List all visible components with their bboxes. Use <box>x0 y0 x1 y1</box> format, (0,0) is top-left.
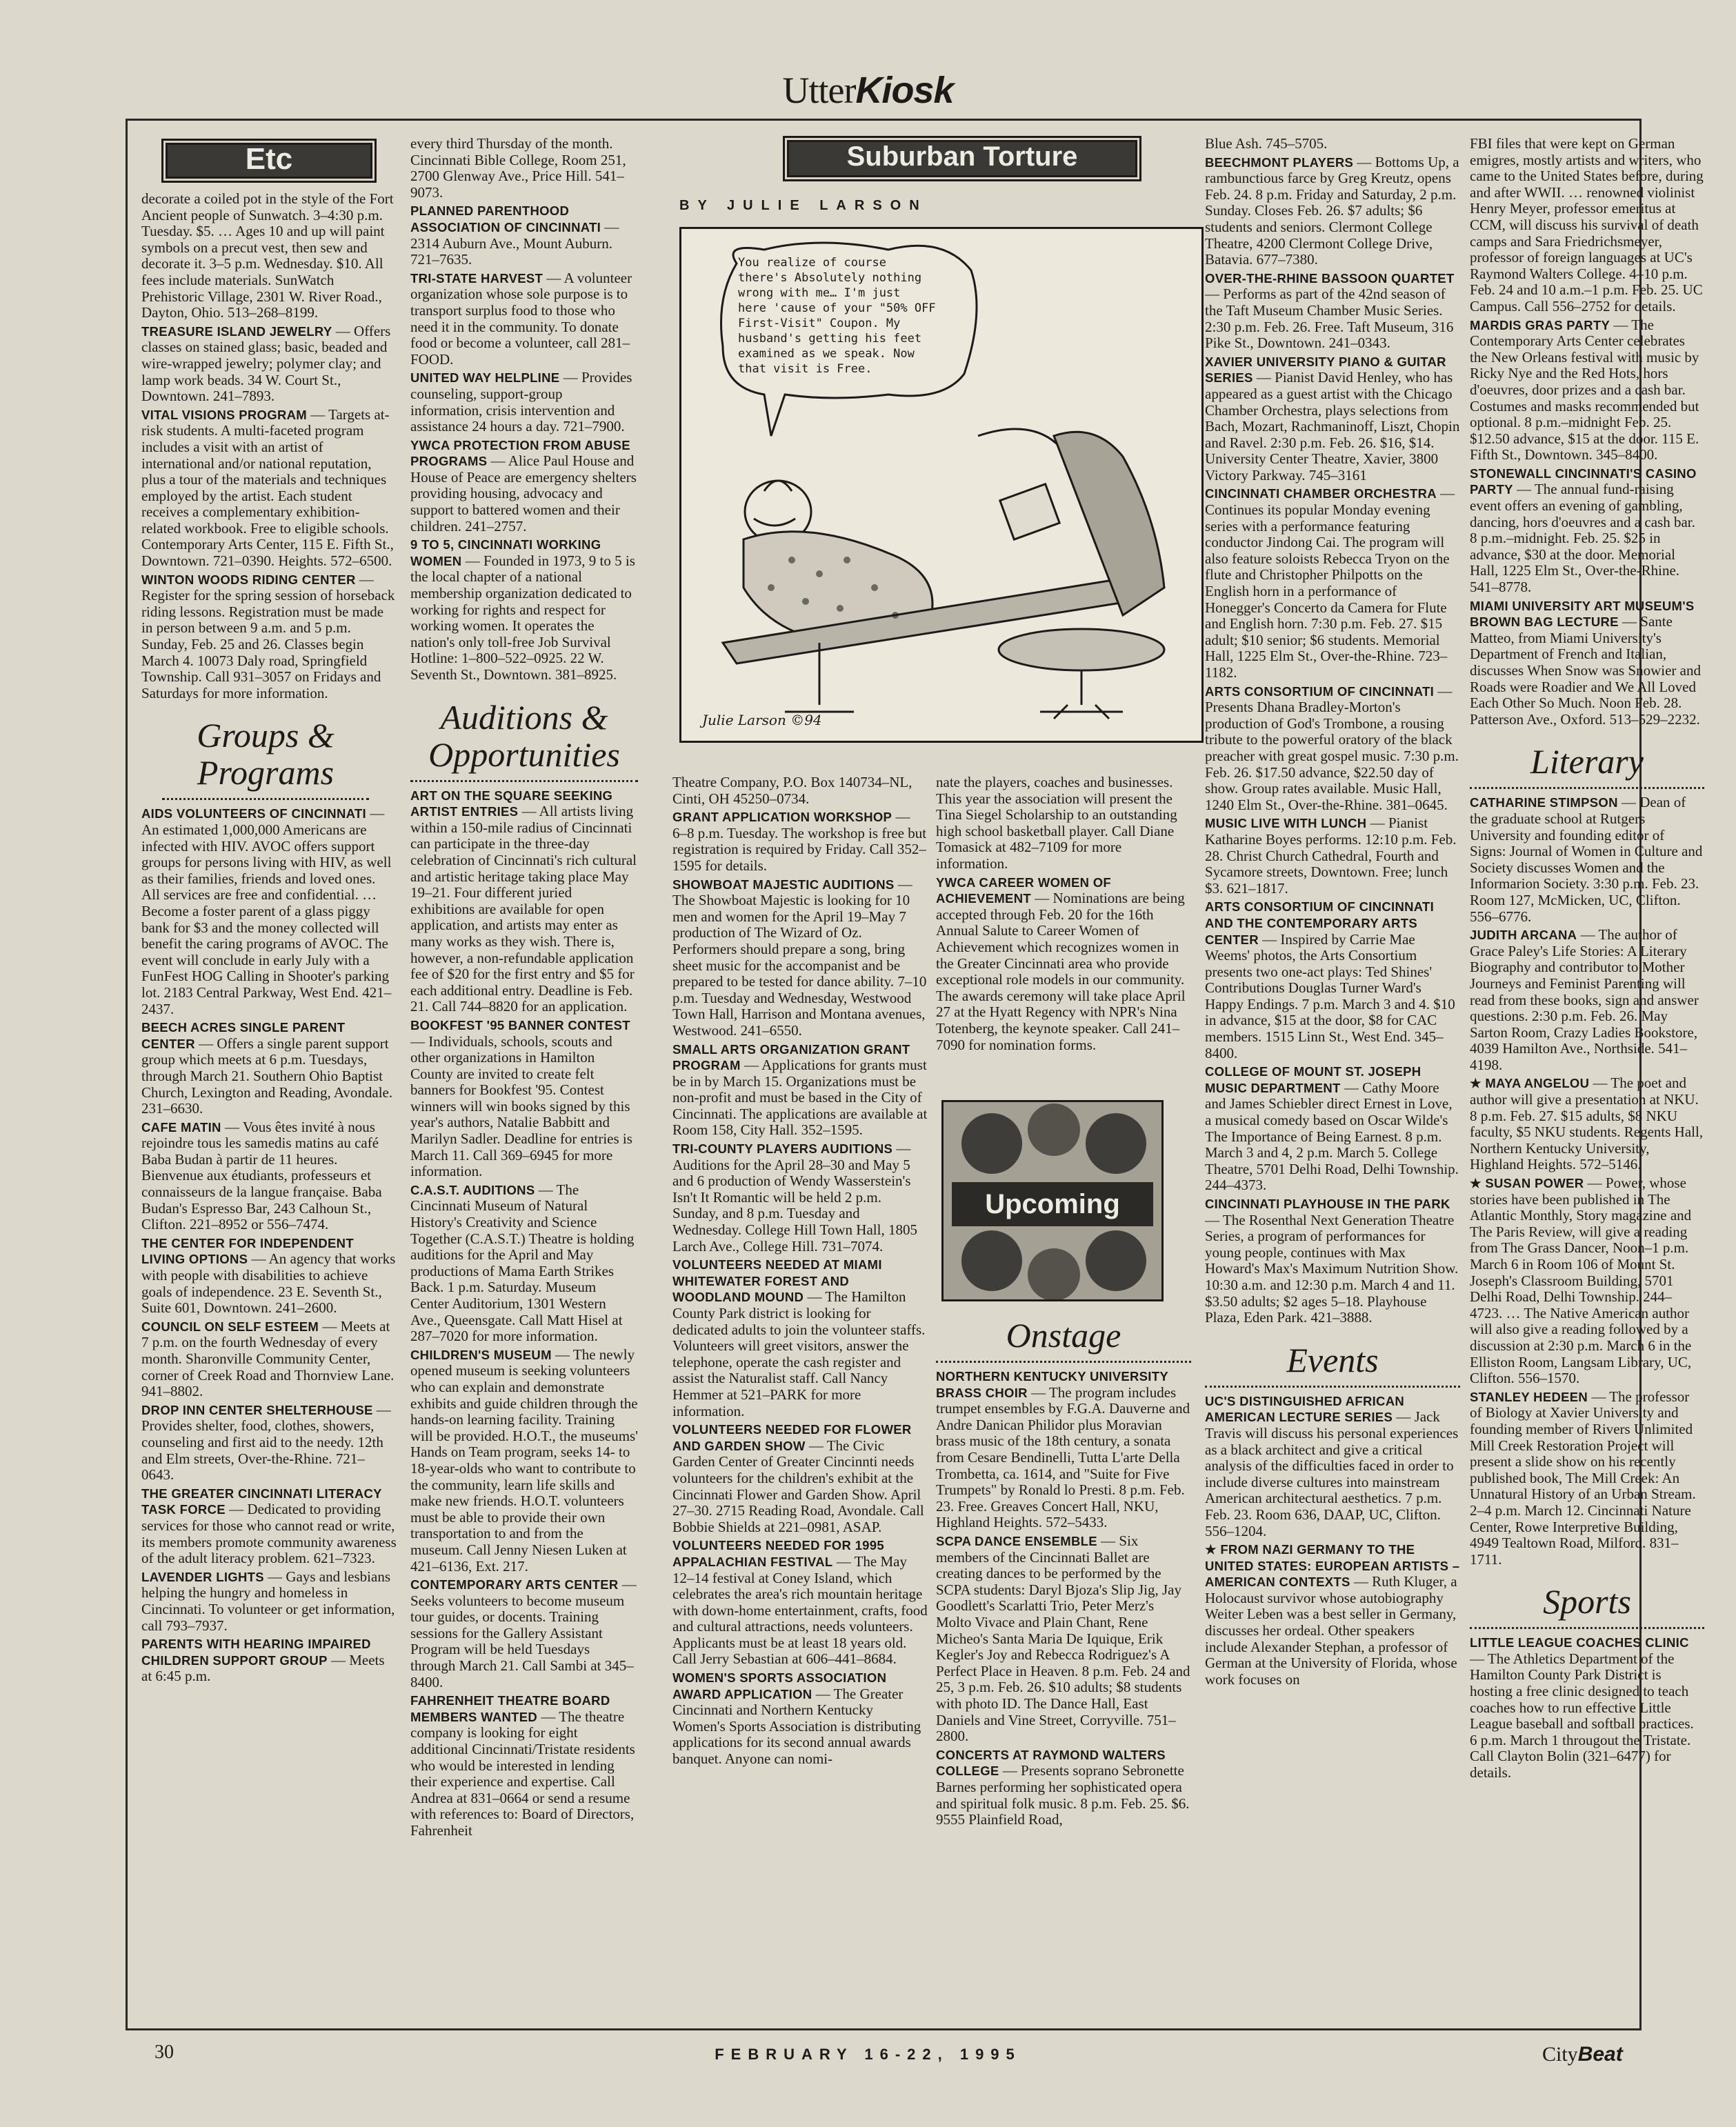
listing-head: SCPA DANCE ENSEMBLE <box>936 1534 1097 1549</box>
listing-body: A volunteer organization whose sole purpose is to transport surplus food to those who need it in the community. To donate food or become a volunteer, call 281–FOOD. <box>410 269 632 368</box>
listing-body: Theatre Company, P.O. Box 140734–NL, Cinti, OH 45250–0734. <box>672 775 912 807</box>
sports-listings <box>1470 1635 1704 1781</box>
listing-dash: — <box>194 1035 217 1052</box>
listing-item <box>141 407 397 570</box>
listing-dash: — <box>221 1118 243 1135</box>
listing-dash: — <box>1584 1175 1606 1192</box>
listing-body: every third Thursday of the month. Cincinnati Bible College, Room 251, 2700 Glenway Ave., Price Hill. 541–9073. <box>410 136 626 201</box>
listing-head: COLLEGE OF MOUNT ST. JOSEPH MUSIC DEPARTMENT <box>1205 1064 1421 1095</box>
listing-head: THE GREATER CINCINNATI LITERACY TASK FORCE <box>141 1486 382 1517</box>
listing-item <box>672 1421 928 1535</box>
listing-head: AIDS VOLUNTEERS OF CINCINNATI <box>141 806 366 821</box>
listing-item <box>936 1747 1191 1828</box>
listing-body: Nominations are being accepted through Feb. 20 for the 16th Annual Salute to Career Women of Achievement which recognizes women in the Greater Cincinnati area who provide exceptional role models in our community. The awards ceremony will take place April 27 at the Hyatt Regency with NPR's Nina Totenberg, the keynote speaker. Call 241–7090 for nomination forms. <box>936 890 1186 1053</box>
listing-head: CONCERTS AT RAYMOND WALTERS COLLEGE <box>936 1747 1166 1779</box>
listing-head: PLANNED PARENTHOOD ASSOCIATION OF CINCINNATI <box>410 203 601 234</box>
listing-body: Gays and lesbians helping the hungry and homeless in Cincinnati. To volunteer or get information, call 793–7937. <box>141 1568 395 1634</box>
listings-frame <box>126 119 1704 2030</box>
listing-item <box>672 1537 928 1668</box>
listing-item <box>1205 815 1460 897</box>
listing-head: XAVIER UNIVERSITY PIANO & GUITAR SERIES <box>1205 354 1446 386</box>
listing-body: Pianist Katharine Boyes performs. 12:10 p.m. Feb. 28. Christ Church Cathedral, Fourth and Sycamore streets, Downtown. Free; lunch $3. 621–1817. <box>1205 815 1457 897</box>
listing-body: Pianist David Henley, who has appeared as a guest artist with the Chicago Chamber Orchestra, plays selections from Bach, Mozart, Rachmaninoff, Liszt, Chopin and Ravel. 2:30 p.m. Feb. 26. $16, $14. University Center Theatre, Xavier, 3800 Victory Parkway. 745–3161 <box>1205 369 1460 483</box>
listing-item <box>141 1636 397 1685</box>
listing-body: Register for the spring session of horseback riding lessons. Registration must be made in person between 9 a.m. and 5 p.m. Sunday, Feb. 25 and 26. Classes begin March 4. 10073 Daly road, Springfield Township. Call 931–3057 on Fridays and Saturdays for more information. <box>141 587 395 701</box>
column-2 <box>410 136 638 2012</box>
listing-body: Jack Travis will discuss his personal experiences as a black architect and give a critical analysis of the difficulties faced in order to include diverse cultures into mainstream American architectural aesthetics. 7 p.m. Feb. 23. Room 636, DAAP, UC, Clifton. 556–1204. <box>1205 1408 1459 1539</box>
listing-body: Bottoms Up, a rambunctious farce by Greg Kreutz, opens Feb. 24. 8 p.m. Friday and Saturday, 2 p.m. Sunday. Closes Feb. 26. $7 adults; $6 students and seniors. Clermont College Theatre, 4200 Clermont College Drive, Batavia. 677–7380. <box>1205 153 1459 268</box>
listing-item <box>672 1041 928 1139</box>
listing-item <box>672 1670 928 1768</box>
listing-dash: — <box>1577 926 1599 943</box>
listing-head: SHOWBOAT MAJESTIC AUDITIONS <box>672 877 895 892</box>
listing-body: The Civic Garden Center of Greater Cincinnti needs volunteers for the children's exhibit at the Cincinnati Flower and Garden Show. April 27–30. 2715 Reading Road, Avondale. Call Bobbie Shields at 221–0981, ASAP. <box>672 1437 924 1535</box>
listing-dash: — <box>327 1651 350 1668</box>
listing-item <box>1205 1196 1460 1326</box>
listing-head: PARENTS WITH HEARING IMPAIRED CHILDREN SUPPORT GROUP <box>141 1637 371 1668</box>
listing-dash: — <box>306 406 329 423</box>
events-listings <box>1205 1393 1460 1688</box>
listing-body: The professor of Biology at Xavier University and founding member of Rivers Unlimited Mill Creek Restoration Project will present a slide show on his recently published book, The Mill Creek: An Unnatural History of an Urban Stream. 2–4 p.m. March 12. Cincinnati Nature Center, Rowe Interpretive Building, 4949 Tealtown Road, Milford. 831–1711. <box>1470 1388 1696 1568</box>
listing-dash: — <box>487 452 508 470</box>
listing-item <box>1470 1075 1704 1173</box>
listing-body: Meets at 7 p.m. on the fourth Wednesday of every month. Sharonville Community Center, corner of Creek Road and Thornview Lane. 941–8802. <box>141 1317 395 1400</box>
listing-item <box>141 1319 397 1400</box>
listing-dash: — <box>461 552 483 569</box>
listing-head: CHILDREN'S MUSEUM <box>410 1347 552 1362</box>
listing-head: MIAMI UNIVERSITY ART MUSEUM'S BROWN BAG LECTURE <box>1470 598 1695 630</box>
listing-item <box>410 1692 638 1839</box>
col2-listings <box>410 136 638 683</box>
listing-dash: — <box>559 369 581 386</box>
listing-body: nate the players, coaches and businesses. This year the association will present the Tina Siegel Scholarship to an outstanding high school basketball player. Call Diane Tomasick at 482–7109 for more information. <box>936 775 1177 872</box>
listing-head: MUSIC LIVE WITH LUNCH <box>1205 816 1367 831</box>
upcoming-label: Upcoming <box>952 1182 1153 1226</box>
listing-item <box>410 136 638 201</box>
listing-body: The annual fund-raising event offers an evening of gambling, dancing, hors d'oeuvres and a cash bar. 8 p.m.–midnight. Feb. 25. $25 in advance, $30 at the door. Memorial Hall, 1225 Elm St., Over-the-Rhine. 541–8778. <box>1470 481 1695 596</box>
listing-head: OVER-THE-RHINE BASSOON QUARTET <box>1205 270 1455 286</box>
listing-head: LAVENDER LIGHTS <box>141 1569 264 1584</box>
listing-head: UC'S DISTINGUISHED AFRICAN AMERICAN LECTURE SERIES <box>1205 1393 1405 1425</box>
listing-dash: — <box>601 218 619 235</box>
listing-dash: — <box>543 269 564 286</box>
listing-head: VOLUNTEERS NEEDED AT MIAMI WHITEWATER FOREST AND WOODLAND MOUND <box>672 1257 882 1305</box>
listing-head: WINTON WOODS RIDING CENTER <box>141 572 356 587</box>
listing-item <box>410 1577 638 1690</box>
listing-item <box>1205 1393 1460 1539</box>
listing-item <box>1205 154 1460 268</box>
listing-dash: — <box>812 1685 834 1702</box>
listing-item <box>141 1569 397 1634</box>
listing-item <box>1205 270 1460 352</box>
listing-item <box>672 1141 928 1255</box>
listing-body: Dean of the graduate school at Rutgers University and founding editor of Signs: Journal of Women in Culture and Society discusses Women and the Informarion Society. 3:30 p.m. Feb. 23. Room 127, McMicken, UC, Clifton. 556–6776. <box>1470 794 1703 925</box>
listing-item <box>1470 317 1704 463</box>
page-number: 30 <box>154 2041 174 2063</box>
column-5 <box>1205 136 1460 2012</box>
listing-body: The Hamilton County Park district is looking for dedicated adults to join the volunteer staffs. Volunteers will greet visitors, answer the telephone, operate the cash register and assist the Naturalist staff. Call Nancy Hemmer at 521–PARK for more information. <box>672 1288 926 1419</box>
column-4 <box>936 775 1191 2009</box>
col4-listings <box>936 775 1191 1053</box>
listing-head: BEECHMONT PLAYERS <box>1205 154 1354 170</box>
listing-item <box>1470 466 1704 596</box>
listing-item <box>1205 136 1460 152</box>
listing-dash: — <box>999 1762 1021 1779</box>
listing-head: NORTHERN KENTUCKY UNIVERSITY BRASS CHOIR <box>936 1369 1168 1400</box>
feature-banner: Suburban Torture <box>783 136 1141 181</box>
groups-listings <box>141 806 397 1684</box>
listing-body: The Athletics Department of the Hamilton County Park District is hosting a free clinic designed to teach coaches how to run effective Little League baseball and softball practices. 6 p.m. March 1 througout the Tristate. Call Clayton Bolin (321–6477) for details. <box>1470 1650 1694 1781</box>
listing-dash: — <box>1393 1408 1415 1426</box>
listing-dash: — <box>535 1181 557 1198</box>
col6-listings <box>1470 136 1704 728</box>
listing-head: GRANT APPLICATION WORKSHOP <box>672 810 892 825</box>
listing-item <box>410 270 638 368</box>
listing-body: 2314 Auburn Ave., Mount Auburn. 721–7635. <box>410 234 613 268</box>
listing-head: ★ MAYA ANGELOU <box>1470 1076 1590 1091</box>
listing-dash: — <box>1436 485 1455 502</box>
listing-item <box>410 370 638 435</box>
listing-item <box>1205 486 1460 681</box>
listing-body: Seeks volunteers to become museum tour guides, or docents. Training sessions for the Gallery Assistant Program will be held Tuesdays through March 21. Call Sambi at 345–8400. <box>410 1592 634 1690</box>
listing-body: Performs as part of the 42nd season of the Taft Museum Chamber Music Series. 2:30 p.m. Feb. 26. Free. Taft Museum, 316 Pike St., Downtown. 241–0343. <box>1205 286 1454 352</box>
listing-head: C.A.S.T. AUDITIONS <box>410 1182 535 1197</box>
listing-head: CAFE MATIN <box>141 1119 221 1135</box>
column-3 <box>672 775 928 2009</box>
listing-dash: — <box>518 803 539 820</box>
listing-head: ARTS CONSORTIUM OF CINCINNATI <box>1205 683 1435 699</box>
listing-body: An agency that works with people with disabilities to achieve goals of independence. 23 E. Seventh St., Suite 601, Downtown. 241–2600. <box>141 1250 396 1317</box>
sports-heading: Sports <box>1470 1583 1704 1629</box>
listing-dash: — <box>551 1346 573 1363</box>
listing-body: The newly opened museum is seeking volunteers who can explain and demonstrate exhibits and guide children through the hands-on learning facility. Training will be provided. H.O.T., the museums' Hands on Team program, seeks 14- to 18-year-olds who want to contribute to the community, learn life skills and make new friends. H.O.T. volunteers must be able to provide their own transportation to and from the museum. Call Jenny Niesen Luken at 421–6136, Ext. 217. <box>410 1346 638 1575</box>
listing-dash: — <box>248 1250 269 1268</box>
listing-body: The Greater Cincinnati and Northern Kentucky Women's Sports Association is distributing applications for its second annual awards banquet. Anyone can nomi- <box>672 1685 921 1768</box>
literary-heading: Literary <box>1470 743 1704 789</box>
listing-body: FBI files that were kept on German emigres, mostly artists and writers, who came to the United States before, during and after WWII. … renowned violinist Henry Meyer, professor emeritus at CCM, will discuss his survival of death camps and Sara Friedrichsmeyer, professor of foreign languages at UC's Raymond Walters College. 4–10 p.m. Feb. 24 and 10 a.m.–1 p.m. Feb. 25. UC Campus. Call 556–2752 for details. <box>1470 136 1704 314</box>
listing-head: TRI-STATE HARVEST <box>410 270 543 286</box>
listing-dash: — <box>805 1437 827 1454</box>
listing-dash: — <box>372 1401 391 1418</box>
listing-body: The program includes trumpet ensembles by F.G.A. Dauverne and Andre Danican Philidor plus Moravian brass music of the 18th century, a sonata from Cesare Bendinelli, Tutta L'arte Della Trombetta, ca. 1614, and "Suite for Five Trumpets" by Ronald lo Presti. 8 p.m. Feb. 23. Free. Greaves Concert Hall, NKU, Highland Heights. 572–5433. <box>936 1384 1190 1531</box>
listing-dash: — <box>319 1317 341 1335</box>
listing-item <box>141 1402 397 1484</box>
listing-head: CATHARINE STIMPSON <box>1470 795 1618 810</box>
listing-body: Six members of the Cincinnati Ballet are creating dances to be performed by the SCPA students: Daryl Bjoza's Slip Jig, Jay Goodlett's Scarlatti Trio, Peter Merz's Molto Vivace and Plain Chant, Rene Micheo's Santa Maria De Iquique, Erik Kegler's Joy and Rebecca Rodriguez's A Perfect Place in Heaven. 8 p.m. Feb. 24 and 25, 3 p.m. Feb. 26. $10 adults; $8 students with photo ID. The Dance Hall, East Daniels and Vine Street, Corryville. 751–2800. <box>936 1532 1190 1745</box>
listing-dash: — <box>1205 1211 1223 1228</box>
listing-dash: — <box>1253 369 1275 386</box>
listing-body: Ruth Kluger, a Holocaust survivor whose autobiography Weiter Leben was a best seller in Germany, discusses her ordeal. Other speakers include Alexander Stephan, a professor of German at the University of Florida, whose work focuses on <box>1205 1573 1457 1688</box>
listing-body: Blue Ash. 745–5705. <box>1205 136 1328 152</box>
auditions-listings <box>410 788 638 1839</box>
listing-dash: — <box>1589 1075 1611 1092</box>
listing-head: ★ FROM NAZI GERMANY TO THE UNITED STATES: EUROPEAN ARTISTS – AMERICAN CONTEXTS <box>1205 1542 1460 1590</box>
listing-body: Sante Matteo, from Miami University's Department of French and Italian, discusses When Snow was Snowier and Roads were Roadier and We All Loved Each Other So Much. Noon Feb. 28. Patterson Ave., Oxford. 513–529–2232. <box>1470 613 1701 728</box>
listing-body: The Cincinnati Museum of Natural History's Creativity and Science Together (C.A.S.T.) Theatre is holding auditions for the April and May productions of Mama Earth Strikes Back. 1 p.m. Saturday. Museum Center Auditorium, 1301 Western Ave., Queensgate. Call Matt Hisel at 287–7020 for more information. <box>410 1181 635 1345</box>
listing-body: The Rosenthal Next Generation Theatre Series, a program of performances for young people, continues with Max Howard's Max's Maximum Nutrition Show. 10:30 a.m. and 12:30 p.m. March 4 and 11. $3.50 adults; $2 ages 5–18. Playhouse Plaza, Eden Park. 421–3888. <box>1205 1211 1459 1326</box>
listing-head: WOMEN'S SPORTS ASSOCIATION AWARD APPLICATION <box>672 1670 887 1701</box>
listing-dash: — <box>740 1057 762 1074</box>
listing-dash: — <box>1350 1573 1373 1590</box>
listing-item <box>1205 1064 1460 1194</box>
listing-head: CONTEMPORARY ARTS CENTER <box>410 1577 619 1592</box>
listing-dash: — <box>1610 316 1632 333</box>
listing-head: CINCINNATI PLAYHOUSE IN THE PARK <box>1205 1197 1450 1211</box>
listing-body: Meets at 6:45 p.m. <box>141 1651 385 1685</box>
listing-item <box>672 775 928 807</box>
listing-item <box>141 1486 397 1567</box>
listing-dash: — <box>1027 1384 1049 1401</box>
listing-body: Offers classes on stained glass; basic, beaded and wire-wrapped jewelry; polymer clay; and lamp work beads. 34 W. Court St., Downtown. 241–7893. <box>141 322 391 405</box>
listing-body: Alice Paul House and House of Peace are emergency shelters providing housing, advocacy and support to battered women and their children. 241–2757. <box>410 452 637 535</box>
listing-head: VITAL VISIONS PROGRAM <box>141 407 307 422</box>
speech-balloon-text: You realize of course there's Absolutely nothing wrong with me… I'm just here 'cause of your "50% OFF First-Visit" Coupon. My husband's getting his feet examined as we speak. Now that visit is Free. <box>738 256 936 376</box>
listing-item <box>1205 683 1460 814</box>
listing-dash: — <box>537 1708 559 1725</box>
events-heading: Events <box>1205 1341 1460 1388</box>
cartoon-signature: Julie Larson ©94 <box>702 712 822 728</box>
listing-body: Individuals, schools, scouts and other organizations in Hamilton County are invited to create felt banners for Bookfest '95. Contest winners will win books signed by this year's authors, Natalie Babbitt and Marilyn Sadler. Deadline for entries is March 11. Call 369–6945 for more information. <box>410 1032 632 1180</box>
listing-dash: — <box>1353 153 1375 170</box>
listing-dash: — <box>1588 1388 1610 1405</box>
onstage-heading: Onstage <box>936 1317 1191 1363</box>
listing-item <box>672 877 928 1039</box>
listing-head: SMALL ARTS ORGANIZATION GRANT PROGRAM <box>672 1041 910 1073</box>
listing-item <box>410 1182 638 1345</box>
listing-body: Targets at-risk students. A multi-faceted program includes a visit with an artist of international and/or national reputation, plus a tour of the materials and techniques employed by the artist. Each student receives a complementary exhibition-related workbook. Free to eligible schools. Contemporary Arts Center, 115 E. Fifth St., Downtown. 721–0390. Heights. 572–6500. <box>141 406 394 570</box>
listing-body: The poet and author will give a presentation at NKU. 8 p.m. Feb. 27. $15 adults, $8 NKU faculty, $5 NKU students. Regents Hall, Northern Kentucky University, Highland Heights. 572–5146. <box>1470 1075 1704 1173</box>
listing-head: THE CENTER FOR INDEPENDENT LIVING OPTIONS <box>141 1235 354 1267</box>
col3-listings <box>672 775 928 1768</box>
listing-head: CINCINNATI CHAMBER ORCHESTRA <box>1205 486 1437 501</box>
listing-body: Founded in 1973, 9 to 5 is the local chapter of a national membership organization dedicated to working for rights and respect for working women. It operates the nation's only toll-free Job Survival Hotline: 1–800–522–0925. 22 W. Seventh St., Downtown. 381–8925. <box>410 552 635 683</box>
listing-body: The theatre company is looking for eight additional Cincinnati/Tristate residents who would be interested in lending their experience and expertise. Call Andrea at 831–0664 or send a resume with references to: Board of Directors, Fahrenheit <box>410 1708 635 1839</box>
listing-body: decorate a coiled pot in the style of the Fort Ancient people of Sunwatch. 3–4:30 p.m. Tuesday. $5. … Ages 10 and up will paint symbols on a precut vest, then sew and decorate it. 3–5 p.m. Wednesday. $10. All fees include materials. SunWatch Prehistoric Village, 2301 W. River Road., Dayton, Ohio. 513–268–8199. <box>141 190 394 321</box>
listing-head: TREASURE ISLAND JEWELRY <box>141 323 332 339</box>
column-6 <box>1470 136 1704 2012</box>
listing-dash: — <box>410 1032 429 1050</box>
listing-item <box>936 875 1191 1054</box>
listing-body: Presents Dhana Bradley-Morton's production of God's Trombone, a rousing tribute to the powerful oratory of the black preacher with great gospel music. 7:30 p.m. Feb. 26. $17.50 advance, $22.50 day of show. Group rates available. Music Hall, 1240 Elm St., Over-the-Rhine. 381–0645. <box>1205 699 1459 813</box>
listing-head: MARDIS GRAS PARTY <box>1470 317 1610 332</box>
column-etc <box>141 136 397 2012</box>
listing-body: The Contemporary Arts Center celebrates the New Orleans festival with music by Ricky Nye and the Red Hots, hors d'oeuvres, door prizes and a cash bar. Costumes and masks recommended but optional. 8 p.m.–midnight Feb. 25. $12.50 advance, $15 at the door. 115 E. Fifth St., Downtown. 345–8400. <box>1470 316 1699 463</box>
listing-head: DROP INN CENTER SHELTERHOUSE <box>141 1402 373 1417</box>
listing-item <box>410 537 638 683</box>
listing-dash: — <box>263 1568 286 1585</box>
listing-item <box>936 1368 1191 1531</box>
listing-dash: — <box>1618 613 1641 630</box>
listing-dash: — <box>1205 286 1224 303</box>
listing-dash: — <box>1097 1532 1119 1550</box>
listing-head: STANLEY HEDEEN <box>1470 1389 1588 1404</box>
listing-body: Provides counseling, support-group information, crisis intervention and assistance 24 hours a day. 721–7900. <box>410 369 632 435</box>
listing-item <box>141 323 397 405</box>
listing-head: JUDITH ARCANA <box>1470 928 1577 943</box>
listing-head: LITTLE LEAGUE COACHES CLINIC <box>1470 1635 1689 1650</box>
listing-dash: — <box>894 875 912 892</box>
listing-item <box>141 572 397 702</box>
listing-item <box>410 1017 638 1180</box>
listing-dash: — <box>1340 1079 1363 1096</box>
listing-item <box>936 1533 1191 1745</box>
listing-item <box>672 1257 928 1419</box>
listing-item <box>1205 354 1460 484</box>
groups-heading: Groups & Programs <box>162 717 369 800</box>
listing-item <box>141 1235 397 1317</box>
listing-item <box>1470 927 1704 1073</box>
col5-listings <box>1205 136 1460 1326</box>
listing-item <box>1470 1635 1704 1781</box>
feature-area <box>679 136 1204 770</box>
issue-date: FEBRUARY 16-22, 1995 <box>715 2046 1021 2063</box>
listing-head: YWCA CAREER WOMEN OF ACHIEVEMENT <box>936 875 1112 906</box>
listing-dash: — <box>1617 794 1640 811</box>
listing-item <box>1205 1541 1460 1688</box>
listing-head: FAHRENHEIT THEATRE BOARD MEMBERS WANTED <box>410 1693 610 1724</box>
listing-item <box>1470 795 1704 925</box>
listing-head: 9 TO 5, CINCINNATI WORKING WOMEN <box>410 537 601 568</box>
listing-item <box>672 809 928 874</box>
listing-head: ARTS CONSORTIUM OF CINCINNATI AND THE CONTEMPORARY ARTS CENTER <box>1205 899 1435 947</box>
listing-body: The Showboat Majestic is looking for 10 men and women for the April 19–May 7 production of The Wizard of Oz. Performers should prepare a song, bring sheet music for the accompanist and be prepared to be tested for dance ability. 7–10 p.m. Tuesday and Wednesday, Westwood Town Hall, Harrison and Montana avenues, Westwood. 241–6550. <box>672 892 927 1039</box>
listing-dash: — <box>1513 481 1535 498</box>
listing-item <box>410 788 638 1015</box>
listing-item <box>410 437 638 535</box>
masthead: UtterKiosk <box>782 70 954 111</box>
listing-item <box>410 1347 638 1575</box>
citybeat-logo: CityBeat <box>1542 2043 1623 2066</box>
listing-item <box>141 1019 397 1117</box>
listing-body: Presents soprano Sebronette Barnes performing her sophisticated opera and spiritual folk music. 8 p.m. Feb. 25. $6. 9555 Plainfield Road, <box>936 1762 1190 1828</box>
listing-body: Applications for grants must be in by March 15. Organizations must be non-profit and must be based in the City of Cincinnati. The applications are available at Room 158, City Hall. 352–1595. <box>672 1057 928 1139</box>
listing-body: Auditions for the April 28–30 and May 5 and 6 production of Wendy Wasserstein's Isn't It Romantic will be held 2 p.m. Sunday, and 8 p.m. Tuesday and Wednesday. College Hill Town Hall, 1805 Larch Ave., College Hill. 731–7074. <box>672 1156 917 1255</box>
listing-head: YWCA PROTECTION FROM ABUSE PROGRAMS <box>410 437 630 469</box>
listing-body: Provides shelter, food, clothes, showers, counseling and first aid to the needy. 12th and Elm streets, Over-the-Rhine. 721–0643. <box>141 1417 383 1484</box>
listing-dash: — <box>366 805 385 822</box>
listing-item <box>936 775 1191 872</box>
listing-item <box>1470 598 1704 728</box>
listing-dash: — <box>332 322 355 339</box>
listing-body: Dedicated to providing services for those who cannot read or write, its members promote community awareness of the adult literacy problem. 621–7323. <box>141 1501 397 1567</box>
listing-item <box>1470 136 1704 315</box>
listing-body: The May 12–14 festival at Coney Island, which celebrates the area's rich mountain heritage with down-home entertainment, crafts, food and cultural attractions, needs volunteers. Applicants must be at least 18 years old. Call Jerry Sebastian at 606–441–8684. <box>672 1552 928 1668</box>
listing-item <box>1470 1389 1704 1568</box>
listing-head: ART ON THE SQUARE SEEKING ARTIST ENTRIES <box>410 788 613 819</box>
listing-item <box>141 1119 397 1233</box>
listing-dash: — <box>1434 682 1453 699</box>
listing-dash: — <box>804 1288 826 1306</box>
listing-head: UNITED WAY HELPLINE <box>410 370 560 386</box>
listing-head: VOLUNTEERS NEEDED FOR 1995 APPALACHIAN FESTIVAL <box>672 1538 884 1569</box>
feature-byline: BY JULIE LARSON <box>679 198 928 213</box>
listing-item <box>141 806 397 1017</box>
cartoon <box>679 227 1204 743</box>
etc-listings <box>141 191 397 701</box>
listing-head: ★ SUSAN POWER <box>1470 1176 1584 1191</box>
listing-body: Vous êtes invité à nous rejoindre tous les samedis matins au café Baba Budan à partir de 11 heures. Bienvenue aux étudiants, professeurs et connaisseurs de la langue française. Baba Budan's Espresso Bar, 243 Calhoun St., Clifton. 221–8952 or 556–7474. <box>141 1118 382 1233</box>
listing-head: BOOKFEST '95 BANNER CONTEST <box>410 1017 630 1032</box>
literary-listings <box>1470 795 1704 1568</box>
listing-body: 6–8 p.m. Tuesday. The workshop is free but registration is required by Friday. Call 352–1595 for details. <box>672 824 927 874</box>
listing-head: BEECH ACRES SINGLE PARENT CENTER <box>141 1020 346 1051</box>
listing-dash: — <box>618 1576 637 1593</box>
upcoming-banner <box>941 1100 1164 1301</box>
listing-body: Power, whose stories have been published in The Atlantic Monthly, Story magazine and The Paris Review, will give a reading from The Grass Dancer, Noon–1 p.m. March 6 in Room 106 of Mount St. Joseph's Classroom Building, 5701 Delhi Road, Delhi Township. 244–4723. … The Native American author will also give a reading followed by a discussion at 2:30 p.m. March 6 in the Elliston Room, Langsam Library, UC, Clifton. 556–1570. <box>1470 1175 1692 1387</box>
listing-dash: — <box>1258 930 1281 948</box>
listing-item <box>1205 899 1460 1061</box>
listing-item <box>141 191 397 321</box>
listing-body: Continues its popular Monday evening series with a performance featuring conductor Jindong Cai. The program will also feature soloists Rebecca Tryon on the flute and Christopher Philpotts on the English horn in a performance of Honegger's Concerto da Camera for Flute and English horn. 7:30 p.m. Feb. 27. $15 adult; $10 senior; $6 students. Memorial Hall, 1225 Elm St., Over-the-Rhine. 723–1182. <box>1205 501 1450 681</box>
listing-body: Offers a single parent support group which meets at 6 p.m. Tuesdays, through March 21. Southern Ohio Baptist Church, Lexington and Reading, Avondale. 231–6630. <box>141 1035 393 1117</box>
listing-dash: — <box>892 808 910 826</box>
listing-head: COUNCIL ON SELF ESTEEM <box>141 1319 319 1334</box>
listing-head: STONEWALL CINCINNATI'S CASINO PARTY <box>1470 466 1697 497</box>
listing-dash: — <box>355 570 374 588</box>
listing-body: The author of Grace Paley's Life Stories: A Literary Biography and contributor to Mother Journeys and Feminist Parenting will read from these books, sign and answer questions. 2:30 p.m. Feb. 26. May Sarton Room, Crazy Ladies Bookstore, 4039 Hamilton Ave., Northside. 541–4198. <box>1470 926 1699 1073</box>
listing-item <box>1470 1175 1704 1387</box>
listing-body: An estimated 1,000,000 Americans are infected with HIV. AVOC offers support groups for persons living with HIV, as well as their families, friends and loved ones. All services are free and confidential. … Become a foster parent of a glass piggy bank for $3 and the money collected will benefit the caring programs of AVOC. The event will conclude in early July with a FunFest HOG Calling in Shooter's parking lot. 2183 Central Parkway, West End. 421–2437. <box>141 821 392 1017</box>
listing-dash: — <box>892 1140 911 1157</box>
listing-dash: — <box>1030 890 1053 907</box>
listing-head: TRI-COUNTY PLAYERS AUDITIONS <box>672 1141 893 1157</box>
onstage-listings <box>936 1368 1191 1828</box>
listing-dash: — <box>1366 815 1388 832</box>
listing-dash: — <box>832 1552 855 1570</box>
listing-head: VOLUNTEERS NEEDED FOR FLOWER AND GARDEN SHOW <box>672 1422 912 1453</box>
listing-dash: — <box>225 1501 248 1518</box>
listing-body: All artists living within a 150-mile radius of Cincinnati can participate in the three-day celebration of Cincinnati's rich cultural and artistic heritage taking place May 19–21. Four different juried exhibitions are available for open application, and artists may enter as many works as they wish. There is, however, a non-refundable application fee of $20 for the first entry and $5 for each additional entry. Deadline is Feb. 21. Call 744–8820 for an application. <box>410 803 637 1015</box>
listing-item <box>410 203 638 268</box>
listing-body: Inspired by Carrie Mae Weems' photos, the Arts Consortium presents two one-act plays: Ted Shines' Contributions Douglas Turner Ward's Happy Endings. 7 p.m. March 3 and 4. $10 in advance, $15 at the door, $8 for CAC members. 1515 Linn St., West End. 345–8400. <box>1205 930 1455 1061</box>
etc-banner: Etc <box>161 139 377 183</box>
auditions-heading: Auditions & Opportunities <box>410 699 638 782</box>
listing-body: Cathy Moore and James Schiebler direct Ernest in Love, a musical comedy based on Oscar Wilde's The Importance of Being Earnest. 8 p.m. March 3 and 4, 2 p.m. March 5. College Theatre, 5701 Delhi Road, Delhi Township. 244–4373. <box>1205 1079 1459 1194</box>
listing-dash: — <box>1470 1650 1488 1667</box>
